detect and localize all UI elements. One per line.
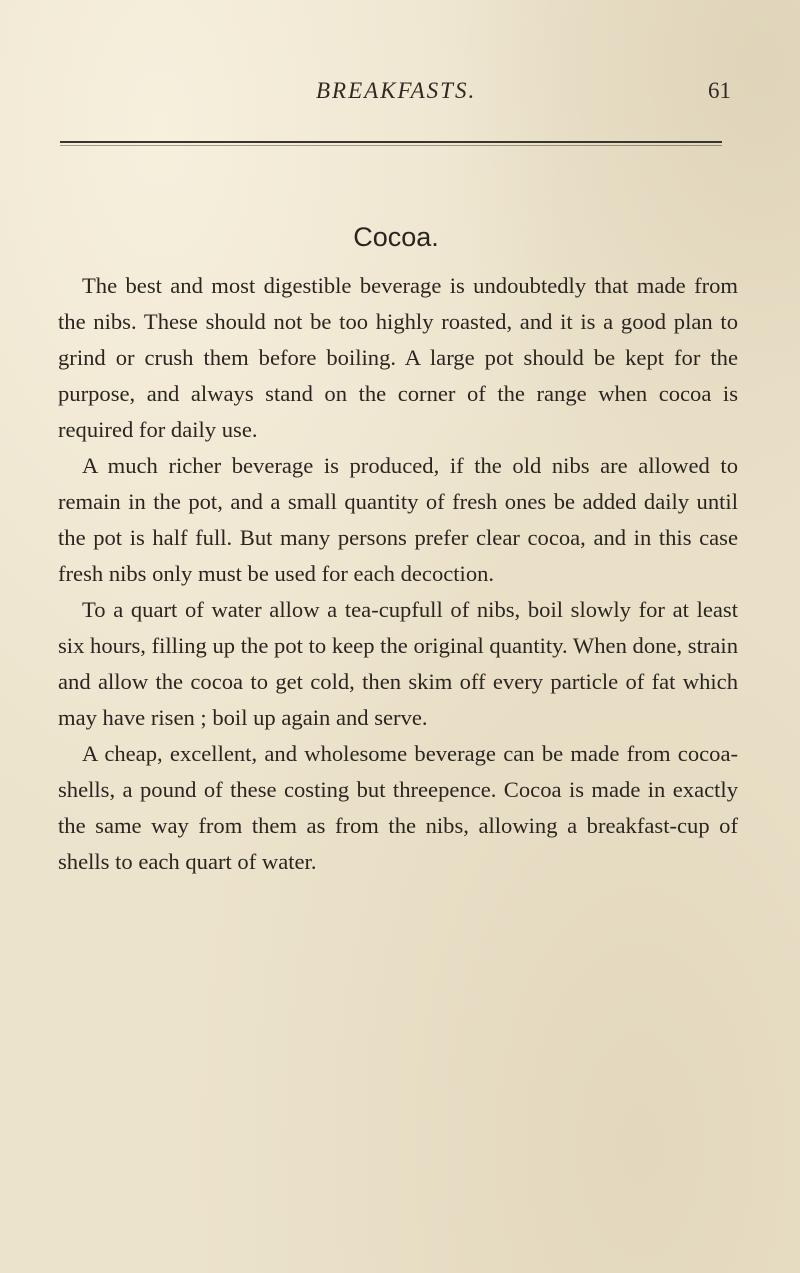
body-text: [58, 268, 738, 880]
page-number: 61: [708, 78, 731, 103]
paragraph: A much richer beverage is produced, if the old nibs are allowed to remain in the pot, and a small quantity of fresh ones be added daily until the pot is half full. But many persons prefer clear cocoa, and in this case fresh nibs only must be used for each decoction.: [58, 453, 738, 586]
header-rule-shadow: [60, 145, 722, 146]
running-head: BREAKFASTS.: [316, 78, 477, 103]
section-title: Cocoa.: [353, 222, 439, 252]
paragraph: To a quart of water allow a tea-cupfull of nibs, boil slowly for at least six hours, filling up the pot to keep the original quantity. When done, strain and allow the cocoa to get cold, then skim off every particle of fat which may have risen ; boil up again and serve.: [58, 597, 738, 730]
header-rule: [60, 141, 722, 143]
paragraph: A cheap, excellent, and wholesome beverage can be made from cocoa-shells, a pound of these costing but threepence. Cocoa is made in exactly the same way from them as from the nibs, allowing a breakfast-cup of shells to each quart of water.: [58, 741, 738, 874]
paragraph: The best and most digestible beverage is undoubtedly that made from the nibs. These should not be too highly roasted, and it is a good plan to grind or crush them before boiling. A large pot should be kept for the purpose, and always stand on the corner of the range when cocoa is required for daily use.: [58, 273, 738, 442]
